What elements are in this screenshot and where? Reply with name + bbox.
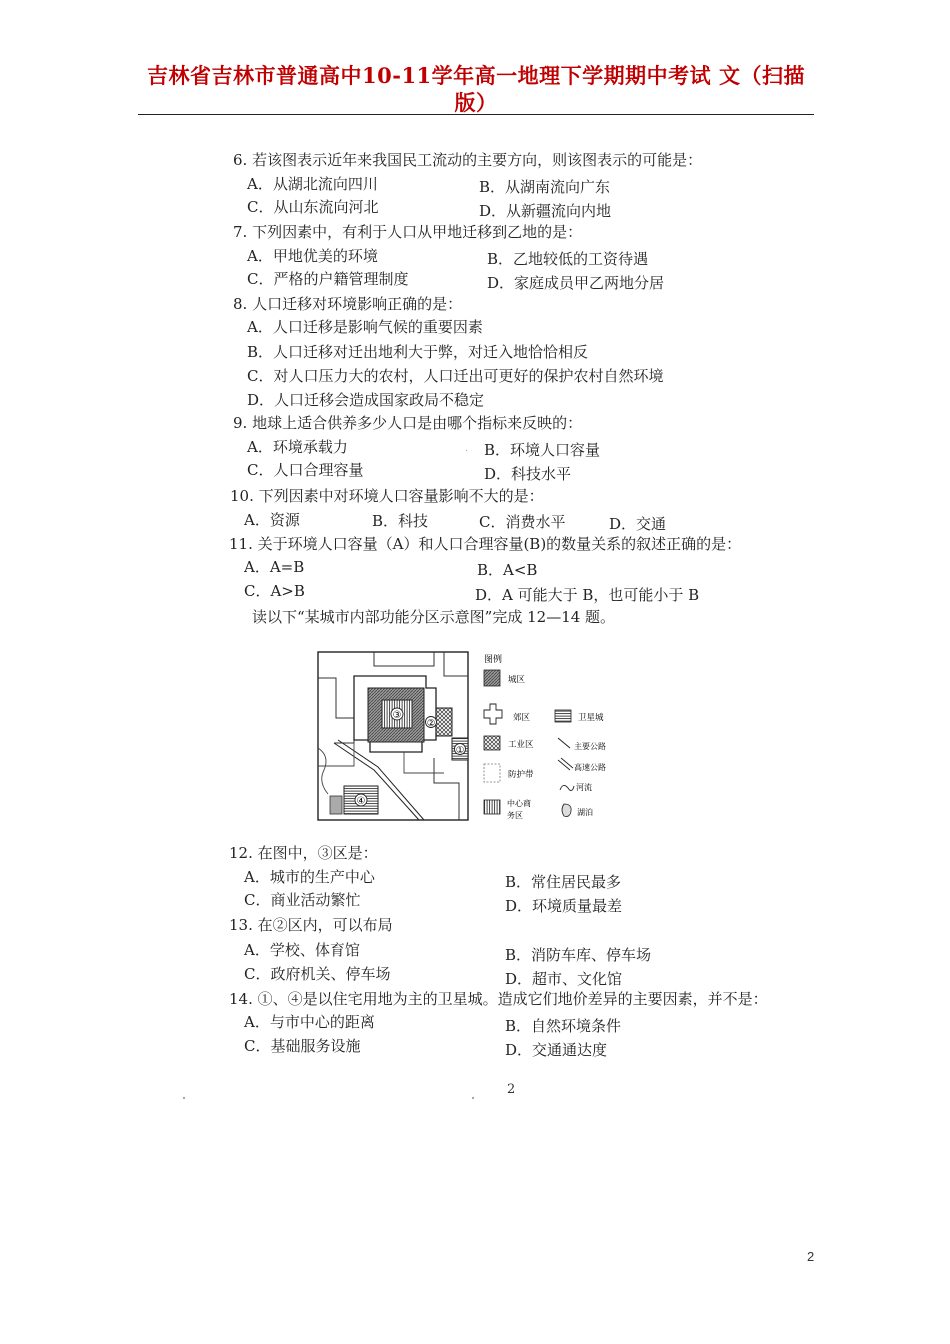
scan-page-number: 2 (507, 1082, 516, 1097)
question-14-option-c: C．基础服务设施 (244, 1037, 361, 1055)
question-12-option-d: D．环境质量最差 (505, 897, 623, 915)
legend-highway-swatch (558, 758, 573, 770)
question-13-option-d: D．超市、文化馆 (505, 970, 623, 988)
question-8-option-b: B．人口迁移对迁出地利大于弊，对迁入地恰恰相反 (247, 343, 589, 361)
question-9-option-d: D．科技水平 (484, 465, 572, 483)
question-7-option-d: D．家庭成员甲乙两地分居 (487, 274, 665, 292)
map-label-1: ① (455, 745, 465, 756)
question-9-option-c: C．人口合理容量 (247, 461, 364, 479)
question-14-option-b: B．自然环境条件 (505, 1017, 622, 1035)
legend-buffer: 防护带 (508, 770, 534, 780)
question-13-stem: 13. 在②区内，可以布局 (229, 916, 393, 934)
question-11-option-c: C．A>B (244, 582, 305, 600)
legend-main-road: 主要公路 (574, 742, 606, 751)
question-6-option-d: D．从新疆流向内地 (479, 202, 612, 220)
scan-speck (472, 1097, 474, 1099)
question-12-option-b: B．常住居民最多 (505, 873, 622, 891)
legend-satellite: 卫星城 (578, 713, 604, 723)
question-7-stem: 7. 下列因素中，有利于人口从甲地迁移到乙地的是： (233, 223, 583, 241)
legend-main-road-swatch (558, 738, 570, 748)
legend-suburb: 郊区 (513, 713, 531, 723)
question-12-option-c: C．商业活动繁忙 (244, 891, 361, 909)
question-6-option-c: C．从山东流向河北 (247, 198, 379, 216)
legend-title: 图例 (484, 655, 503, 665)
legend-river-swatch (560, 785, 574, 790)
document-title: 吉林省吉林市普通高中10-11学年高一地理下学期期中考试 文（扫描版） (147, 63, 805, 115)
legend-satellite-swatch (555, 710, 571, 722)
question-12-stem: 12. 在图中，③区是： (229, 844, 378, 862)
question-11-option-b: B．A<B (477, 561, 538, 579)
city-function-zone-map (314, 648, 614, 832)
question-11-stem: 11. 关于环境人口容量（A）和人口合理容量(B)的数量关系的叙述正确的是： (229, 535, 742, 553)
industrial-zone (436, 708, 452, 736)
legend-urban: 城区 (508, 675, 526, 685)
question-7-option-b: B．乙地较低的工资待遇 (487, 250, 649, 268)
map-label-4: ④ (356, 796, 366, 807)
question-8-option-c: C．对人口压力大的农村，人口迁出可更好的保护农村自然环境 (247, 367, 664, 385)
map-label-3: ③ (392, 710, 402, 721)
question-9-option-a: A．环境承载力 (247, 438, 348, 456)
question-10-option-b: B．科技 (372, 512, 429, 530)
question-13-option-b: B．消防车库、停车场 (505, 946, 652, 964)
question-6-option-b: B．从湖南流向广东 (479, 178, 611, 196)
question-11-option-a: A．A=B (244, 558, 305, 576)
question-12-option-a: A．城市的生产中心 (244, 868, 375, 886)
scan-speck (466, 450, 467, 451)
legend-suburb-swatch (484, 704, 502, 724)
legend-river: 河流 (576, 783, 592, 792)
legend-lake: 湖泊 (577, 808, 593, 817)
question-13-option-c: C．政府机关、停车场 (244, 965, 391, 983)
question-9-stem: 9. 地球上适合供养多少人口是由哪个指标来反映的： (233, 414, 583, 432)
question-14-option-d: D．交通通达度 (505, 1041, 608, 1059)
question-7-option-c: C．严格的户籍管理制度 (247, 270, 409, 288)
legend-urban-swatch (484, 670, 500, 686)
question-8-stem: 8. 人口迁移对环境影响正确的是： (233, 295, 463, 313)
question-10-stem: 10. 下列因素中对环境人口容量影响不大的是： (230, 487, 544, 505)
question-10-option-a: A．资源 (244, 511, 300, 529)
question-14-stem: 14. ①、④是以住宅用地为主的卫星城。造成它们地价差异的主要因素，并不是： (229, 990, 768, 1008)
legend-buffer-swatch (484, 764, 500, 782)
question-8-option-d: D．人口迁移会造成国家政局不稳定 (247, 391, 485, 409)
question-10-option-c: C．消费水平 (479, 513, 566, 531)
legend-highway: 高速公路 (574, 763, 606, 772)
scan-speck (183, 1097, 185, 1099)
legend-cbd-swatch (484, 800, 500, 814)
footer-page-number: 2 (807, 1249, 815, 1264)
question-6-stem: 6. 若该图表示近年来我国民工流动的主要方向，则该图表示的可能是： (233, 151, 703, 169)
question-8-option-a: A．人口迁移是影响气候的重要因素 (247, 318, 483, 336)
map-intro-text: 读以下“某城市内部功能分区示意图”完成 12—14 题。 (252, 608, 616, 626)
question-6-option-a: A．从湖北流向四川 (247, 175, 378, 193)
legend-cbd-line1: 中心商 (507, 799, 531, 808)
question-13-option-a: A．学校、体育馆 (244, 941, 360, 959)
question-10-option-d: D．交通 (609, 515, 667, 533)
legend-industrial: 工业区 (508, 740, 534, 750)
question-14-option-a: A．与市中心的距离 (244, 1013, 375, 1031)
question-9-option-b: B．环境人口容量 (484, 441, 601, 459)
legend-industrial-swatch (484, 736, 500, 750)
legend-lake-swatch (562, 804, 571, 816)
question-11-option-d: D．A 可能大于 B，也可能小于 B (475, 586, 700, 604)
map-label-2: ② (426, 718, 436, 729)
legend-cbd-line2: 务区 (507, 811, 523, 820)
title-divider (138, 114, 814, 115)
question-7-option-a: A．甲地优美的环境 (247, 247, 378, 265)
